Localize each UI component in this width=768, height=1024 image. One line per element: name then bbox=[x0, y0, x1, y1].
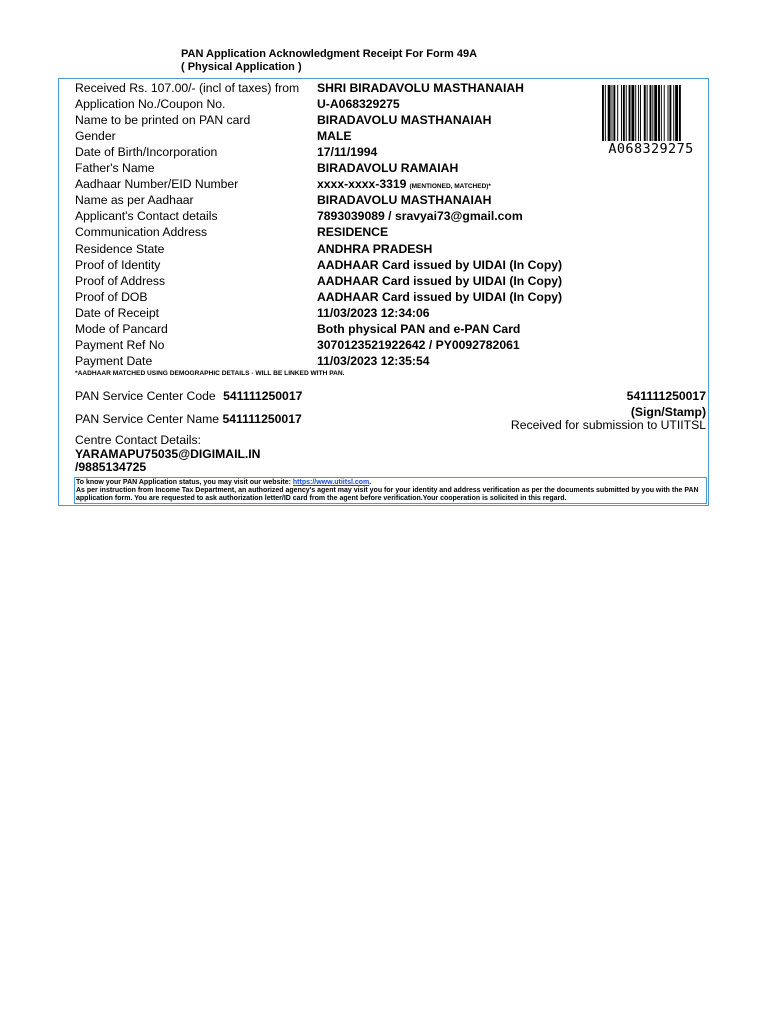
barcode-bar bbox=[640, 85, 641, 141]
barcode-bar bbox=[673, 85, 674, 141]
detail-label: Received Rs. 107.00/- (incl of taxes) from bbox=[75, 81, 300, 95]
detail-value-text: 7893039089 / sravyai73@gmail.com bbox=[317, 209, 523, 224]
sign-stamp-label: (Sign/Stamp) bbox=[630, 405, 706, 419]
detail-label: Payment Ref No bbox=[75, 337, 165, 352]
barcode-bar bbox=[613, 85, 615, 141]
detail-value-text: AADHAAR Card issued by UIDAI (In Copy) bbox=[317, 273, 563, 288]
detail-label: Father's Name bbox=[75, 161, 155, 176]
detail-label: Gender bbox=[75, 129, 116, 144]
barcode-bar bbox=[608, 85, 611, 141]
detail-value bbox=[317, 274, 562, 288]
barcode bbox=[602, 85, 700, 141]
detail-value-text: RESIDENCE bbox=[317, 225, 389, 240]
barcode-text: A068329275 bbox=[608, 141, 694, 157]
detail-value bbox=[317, 258, 562, 272]
detail-label: Proof of DOB bbox=[75, 289, 148, 304]
detail-value-text: AADHAAR Card issued by UIDAI (In Copy) bbox=[317, 289, 563, 304]
detail-value-suffix: (MENTIONED, MATCHED)* bbox=[409, 183, 491, 191]
detail-value bbox=[317, 242, 432, 256]
detail-value bbox=[317, 354, 430, 368]
barcode-bar bbox=[612, 85, 613, 141]
service-center-code-row bbox=[75, 389, 302, 403]
barcode-bar bbox=[621, 85, 622, 141]
detail-value-text: BIRADAVOLU RAMAIAH bbox=[317, 161, 459, 176]
barcode-bar bbox=[658, 85, 660, 141]
centre-contact-email: YARAMAPU75035@DIGIMAIL.IN bbox=[75, 446, 261, 461]
detail-value bbox=[317, 209, 523, 223]
service-center-code-label: PAN Service Center Code bbox=[75, 389, 216, 403]
barcode-bar bbox=[635, 85, 636, 141]
info-line1-suffix: . bbox=[369, 479, 372, 486]
detail-label: Name to be printed on PAN card bbox=[75, 113, 251, 128]
detail-label: Proof of Address bbox=[75, 273, 166, 288]
detail-value bbox=[317, 97, 400, 111]
detail-value-text: MALE bbox=[317, 129, 352, 144]
detail-value bbox=[317, 290, 562, 304]
detail-value-text: xxxx-xxxx-3319 bbox=[317, 177, 407, 192]
detail-value bbox=[317, 338, 520, 352]
detail-label: Communication Address bbox=[75, 225, 208, 240]
detail-value bbox=[317, 193, 491, 207]
detail-value-text: 11/03/2023 12:35:54 bbox=[317, 353, 430, 368]
detail-value-text: SHRI BIRADAVOLU MASTHANAIAH bbox=[317, 81, 524, 95]
detail-value bbox=[317, 306, 430, 320]
detail-label: Aadhaar Number/EID Number bbox=[75, 177, 239, 192]
barcode-bar bbox=[638, 85, 639, 141]
service-center-code-value: 541111250017 bbox=[223, 389, 303, 403]
barcode-bar bbox=[629, 85, 631, 141]
info-line-2: As per instruction from Income Tax Department, an authorized agency's agent may visit you for your identity and address verification as per the documents submitted by you with the PAN application form. You are requested to ask authorization letter/ID card from the agent before verification.Your cooperation is solicited in this regard. bbox=[76, 486, 699, 502]
detail-value bbox=[317, 145, 377, 159]
barcode-bar bbox=[679, 85, 681, 141]
detail-label: Name as per Aadhaar bbox=[75, 193, 194, 208]
detail-value-text: BIRADAVOLU MASTHANAIAH bbox=[317, 193, 492, 208]
centre-contact bbox=[75, 434, 260, 475]
barcode-bar bbox=[617, 85, 618, 141]
detail-value-text: Both physical PAN and e-PAN Card bbox=[317, 321, 521, 336]
barcode-bar bbox=[631, 85, 634, 141]
detail-value-text: 17/11/1994 bbox=[317, 145, 378, 160]
barcode-bar bbox=[661, 85, 662, 141]
detail-label: Date of Receipt bbox=[75, 305, 160, 320]
barcode-bar bbox=[654, 85, 657, 141]
barcode-bar bbox=[669, 85, 671, 141]
detail-label: Application No./Coupon No. bbox=[75, 97, 226, 112]
title-line-2: ( Physical Application ) bbox=[181, 60, 302, 73]
detail-value bbox=[317, 322, 520, 336]
barcode-bar bbox=[650, 85, 652, 141]
detail-value-text: BIRADAVOLU MASTHANAIAH bbox=[317, 113, 492, 128]
centre-contact-phone: /9885134725 bbox=[75, 460, 147, 474]
centre-contact-label: Centre Contact Details: bbox=[75, 433, 201, 447]
barcode-bar bbox=[675, 85, 678, 141]
barcode-bar bbox=[605, 85, 606, 141]
detail-value-text: 11/03/2023 12:34:06 bbox=[317, 305, 430, 320]
barcode-bar bbox=[664, 85, 665, 141]
detail-value-text: 3070123521922642 / PY0092782061 bbox=[317, 337, 520, 352]
detail-value-text: U-A068329275 bbox=[317, 97, 400, 112]
barcode-bar bbox=[647, 85, 648, 141]
detail-value-text: ANDHRA PRADESH bbox=[317, 241, 433, 256]
detail-value bbox=[317, 225, 388, 239]
detail-label: Mode of Pancard bbox=[75, 321, 168, 336]
detail-value bbox=[317, 129, 352, 143]
website-link[interactable]: https://www.utiitsl.com bbox=[292, 479, 370, 486]
info-line-1 bbox=[76, 479, 705, 487]
detail-label: Residence State bbox=[75, 241, 165, 256]
page-title bbox=[181, 48, 477, 73]
detail-value bbox=[317, 177, 491, 194]
service-center-name-value: 541111250017 bbox=[222, 412, 302, 426]
received-for-label: Received for submission to UTIITSL bbox=[510, 418, 706, 432]
detail-label: Date of Birth/Incorporation bbox=[75, 145, 218, 160]
detail-label: Payment Date bbox=[75, 353, 153, 368]
detail-value-text: AADHAAR Card issued by UIDAI (In Copy) bbox=[317, 257, 563, 272]
right-center-code: 541111250017 bbox=[626, 389, 706, 403]
barcode-bar bbox=[623, 85, 625, 141]
detail-value bbox=[317, 113, 491, 127]
aadhaar-note: *AADHAAR MATCHED USING DEMOGRAPHIC DETAILS - WILL BE LINKED WITH PAN. bbox=[75, 370, 345, 377]
info-line1-prefix: To know your PAN Application status, you may visit our website: bbox=[76, 479, 293, 486]
barcode-bar bbox=[626, 85, 627, 141]
barcode-bar bbox=[668, 85, 669, 141]
detail-value bbox=[317, 81, 524, 95]
barcode-bar bbox=[644, 85, 646, 141]
info-box bbox=[74, 477, 707, 504]
detail-label: Applicant's Contact details bbox=[75, 209, 218, 224]
title-line-1: PAN Application Acknowledgment Receipt For Form 49A bbox=[181, 48, 478, 60]
detail-value bbox=[317, 161, 458, 175]
service-center-name-label: PAN Service Center Name bbox=[75, 412, 220, 426]
detail-label: Proof of Identity bbox=[75, 257, 161, 272]
service-center-name-row bbox=[75, 412, 302, 426]
barcode-bar bbox=[602, 85, 604, 141]
barcode-bar bbox=[652, 85, 653, 141]
